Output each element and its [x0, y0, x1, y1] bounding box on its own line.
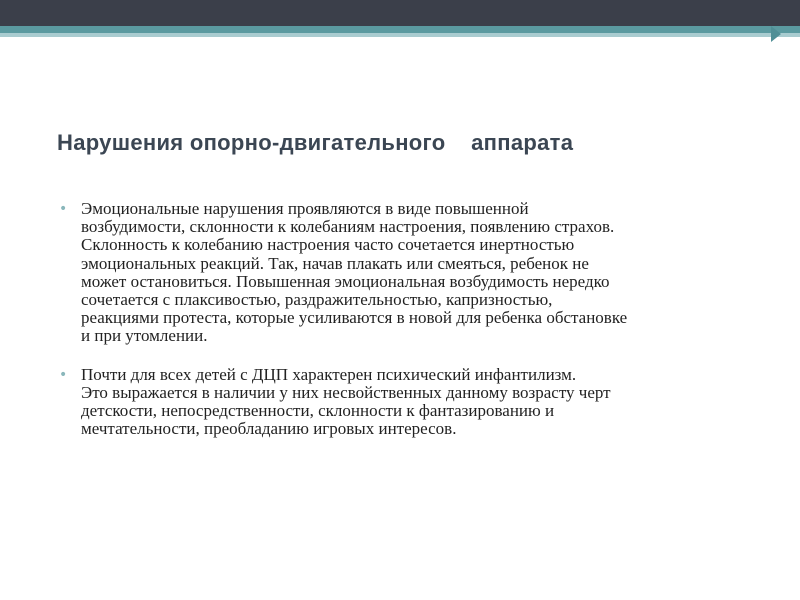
accent-stripe: [0, 26, 800, 33]
slide-content: [57, 200, 757, 438]
bullet-item-infantilism: [57, 366, 757, 439]
corner-arrow-icon: [771, 26, 781, 42]
bullet-text: Почти для всех детей с ДЦП характерен психический инфантилизм. Это выражается в наличии у них несвойственных данному возрасту черт детскости, непосредственности, склонности к фантазированию и мечтательности, преобладанию игровых интересов.: [81, 364, 611, 439]
top-header-bar: [0, 0, 800, 26]
bullet-icon: •: [59, 366, 68, 383]
accent-line: [0, 33, 800, 37]
bullet-text: Эмоциональные нарушения проявляются в виде повышенной возбудимости, склонности к колебаниям настроения, появлению страхов. Склонность к колебанию настроения часто сочетается инертностью эмоциональных реакций. Так, начав плакать или смеяться, ребенок не может остановиться. Повышенная эмоциональная возбудимость нередко сочетается с плаксивостью, раздражительностью, капризностью, реакциями протеста, которые усиливаются в новой для ребенка обстановке и при утомлении.: [81, 199, 628, 346]
bullet-icon: •: [59, 201, 68, 217]
bullet-item-emotional: [57, 200, 757, 346]
slide-title: Нарушения опорно-двигательного аппарата: [57, 130, 574, 155]
